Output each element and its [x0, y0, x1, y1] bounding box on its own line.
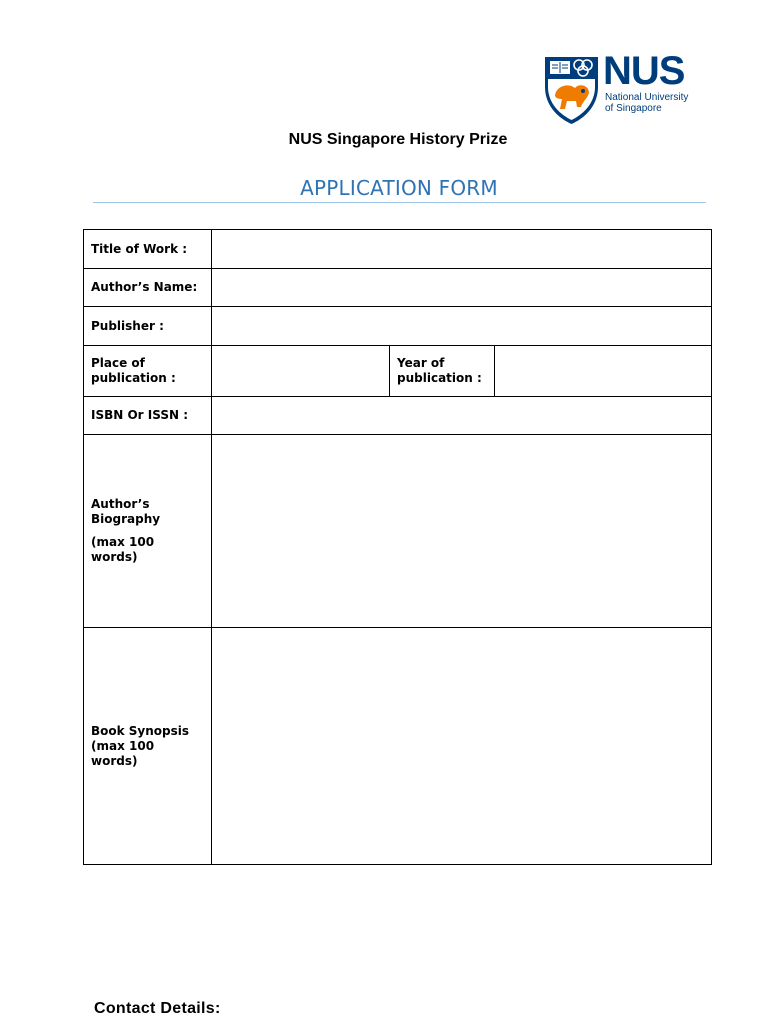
form-title: APPLICATION FORM	[300, 176, 498, 200]
authors-name-label: Author’s Name:	[84, 269, 212, 307]
authors-biography-word-limit: (max 100 words)	[91, 535, 155, 564]
authors-biography-label	[84, 435, 212, 628]
authors-biography-label-text: Author’s Biography	[91, 497, 161, 526]
prize-title: NUS Singapore History Prize	[288, 131, 508, 148]
title-of-work-field[interactable]	[212, 230, 712, 269]
publisher-field[interactable]	[212, 307, 712, 346]
authors-biography-field[interactable]	[212, 435, 712, 628]
book-synopsis-label	[84, 628, 212, 865]
year-of-publication-field[interactable]	[495, 346, 712, 397]
book-synopsis-field[interactable]	[212, 628, 712, 865]
form-row-book-synopsis	[84, 628, 712, 865]
book-synopsis-word-limit: (max 100 words)	[91, 738, 155, 768]
isbn-or-issn-label: ISBN Or ISSN :	[84, 397, 212, 435]
form-row-publication	[84, 346, 712, 397]
application-form-table	[83, 229, 712, 865]
logo-subtitle-line2: of Singapore	[605, 103, 662, 114]
year-of-publication-label: Year of publication :	[390, 346, 495, 397]
isbn-or-issn-field[interactable]	[212, 397, 712, 435]
place-of-publication-field[interactable]	[212, 346, 390, 397]
title-of-work-label: Title of Work :	[84, 230, 212, 269]
form-row-isbn	[84, 397, 712, 435]
authors-name-field[interactable]	[212, 269, 712, 307]
title-underline	[93, 202, 706, 203]
logo-subtitle-line1: National University	[605, 92, 689, 103]
contact-details-heading: Contact Details:	[94, 1000, 221, 1017]
place-of-publication-label: Place of publication :	[84, 346, 212, 397]
form-row-title-of-work	[84, 230, 712, 269]
book-synopsis-label-text: Book Synopsis	[91, 723, 190, 738]
form-row-authors-name	[84, 269, 712, 307]
publisher-label: Publisher :	[84, 307, 212, 346]
logo-subtitle	[605, 92, 705, 114]
logo-wordmark: NUS	[603, 49, 685, 93]
nus-logo	[543, 49, 705, 125]
form-row-authors-biography	[84, 435, 712, 628]
form-row-publisher	[84, 307, 712, 346]
nus-crest-icon	[543, 55, 600, 125]
